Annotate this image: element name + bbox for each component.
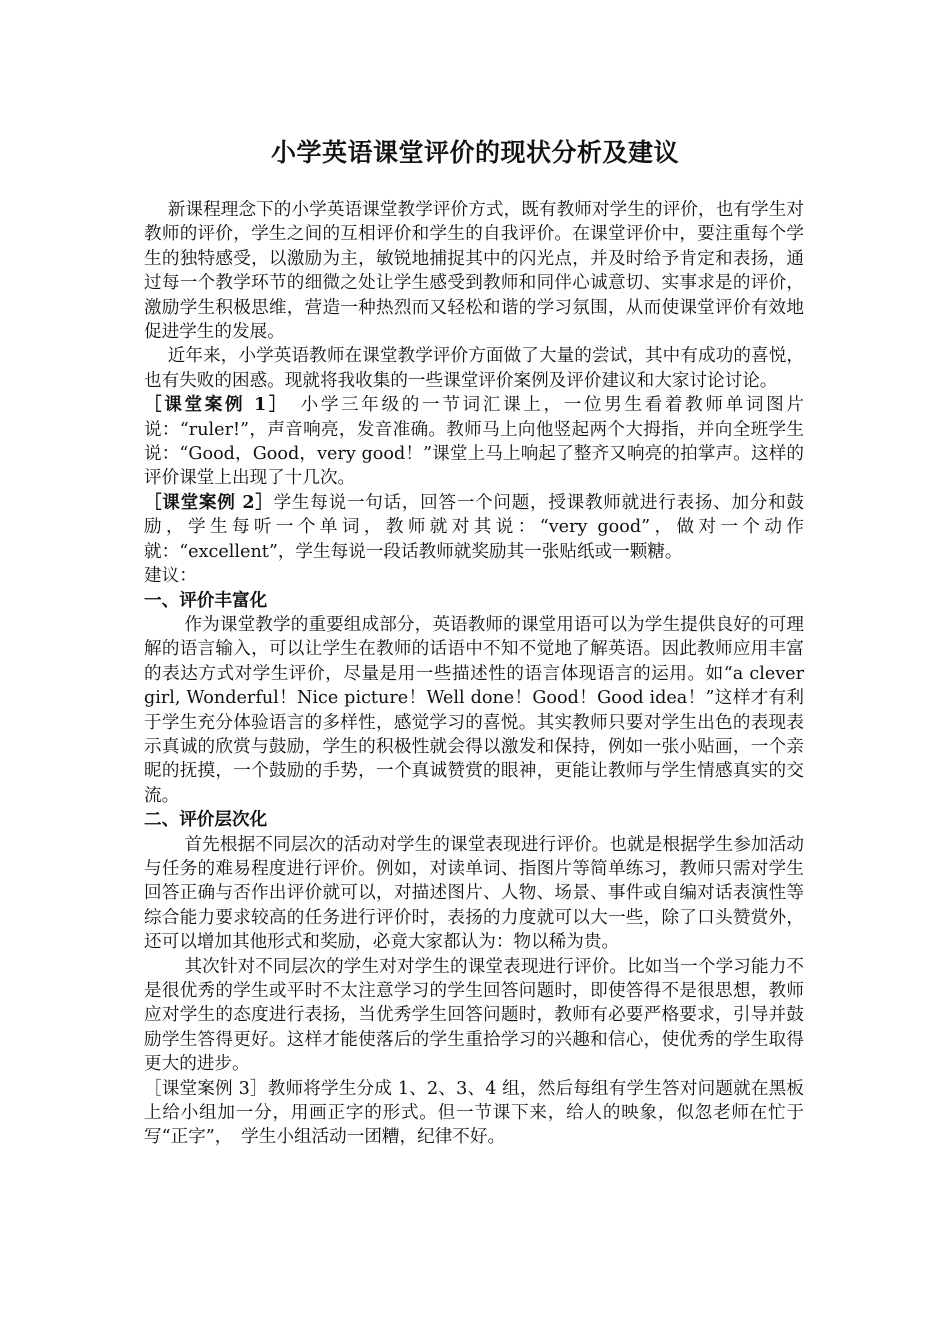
section-1-paragraph: 作为课堂教学的重要组成部分，英语教师的课堂用语可以为学生提供良好的可理解的语言输入，可以让学生在教师的话语中不知不觉地了解英语。因此教师应用丰富的表达方式对学生评价，尽量是用一些描述性的语言体现语言的运用。如“a clever girl, Wonderful！Nice picture！Well done！Good！Good idea！”这样才有利于学生充分体验语言的多样性，感觉学习的喜悦。其实教师只要对学生出色的表现表示真诚的欣赏与鼓励，学生的积极性就会得以激发和保持，例如一张小贴画，一个亲昵的抚摸，一个鼓励的手势，一个真诚赞赏的眼神，更能让教师与学生情感真实的交流。 xyxy=(144,614,804,806)
document-body xyxy=(144,198,804,1150)
section-1-heading: 一、评价丰富化 xyxy=(144,589,268,611)
intro-paragraph-2: 近年来，小学英语教师在课堂教学评价方面做了大量的尝试，其中有成功的喜悦，也有失败的困惑。现就将我收集的一些课堂评价案例及评价建议和大家讨论讨论。 xyxy=(144,346,804,391)
case-2-label: ［课堂案例 2］ xyxy=(144,491,274,513)
section-2-heading: 二、评价层次化 xyxy=(144,809,268,831)
case-1-text: 小学三年级的一节词汇课上，一位男生看着教师单词图片说：“ruler!”，声音响亮，发音准确。教师马上向他竖起两个大拇指，并向全班学生说：“Good，Good，very good！”课堂上马上响起了整齐又响亮的拍掌声。这样的评价课堂上出现了十几次。 xyxy=(144,395,804,489)
case-2-paragraph xyxy=(144,491,804,564)
suggestion-label: 建议： xyxy=(144,566,197,587)
case-1-paragraph xyxy=(144,393,804,491)
intro-paragraph-1: 新课程理念下的小学英语课堂教学评价方式，既有教师对学生的评价，也有学生对教师的评价，学生之间的互相评价和学生的自我评价。在课堂评价中，要注重每个学生的独特感受，以激励为主，敏锐地捕捉其中的闪光点，并及时给予肯定和表扬，通过每一个教学环节的细微之处让学生感受到教师和同伴心诚意切、实事求是的评价，激励学生积极思维，营造一种热烈而又轻松和谐的学习氛围，从而使课堂评价有效地促进学生的发展。 xyxy=(144,200,804,343)
section-2-paragraph-1: 首先根据不同层次的活动对学生的课堂表现进行评价。也就是根据学生参加活动与任务的难易程度进行评价。例如，对读单词、指图片等简单练习，教师只需对学生回答正确与否作出评价就可以，对描述图片、人物、场景、事件或自编对话表演性等综合能力要求较高的任务进行评价时，表扬的力度就可以大一些，除了口头赞赏外，还可以增加其他形式和奖励，必竟大家都认为：物以稀为贵。 xyxy=(144,834,804,953)
case-1-label: ［课堂案例 1］ xyxy=(144,394,281,416)
case-2-text: 学生每说一句话，回答一个问题，授课教师就进行表扬、加分和鼓励，学生每听一个单词，教师就对其说：“very good”，做对一个动作就：“excellent”，学生每说一段话教师就奖励其一张贴纸或一颗糖。 xyxy=(144,492,804,562)
document-title: 小学英语课堂评价的现状分析及建议 xyxy=(270,138,679,167)
section-2-paragraph-2: 其次针对不同层次的学生对对学生的课堂表现进行评价。比如当一个学习能力不是很优秀的学生或平时不太注意学习的学生回答问题时，即使答得不是很思想，教师应对学生的态度进行表扬，当优秀学生回答问题时，教师有必要严格要求，引导并鼓励学生答得更好。这样才能使落后的学生重拾学习的兴趣和信心，使优秀的学生取得更大的进步。 xyxy=(144,956,804,1075)
case-3-paragraph: ［课堂案例 3］教师将学生分成 1、2、3、4 组，然后每组有学生答对问题就在黑板上给小组加一分，用画正字的形式。但一节课下来，给人的映象，似忽老师在忙于写“正字”， 学生小组活动一团糟，纪律不好。 xyxy=(144,1078,804,1148)
